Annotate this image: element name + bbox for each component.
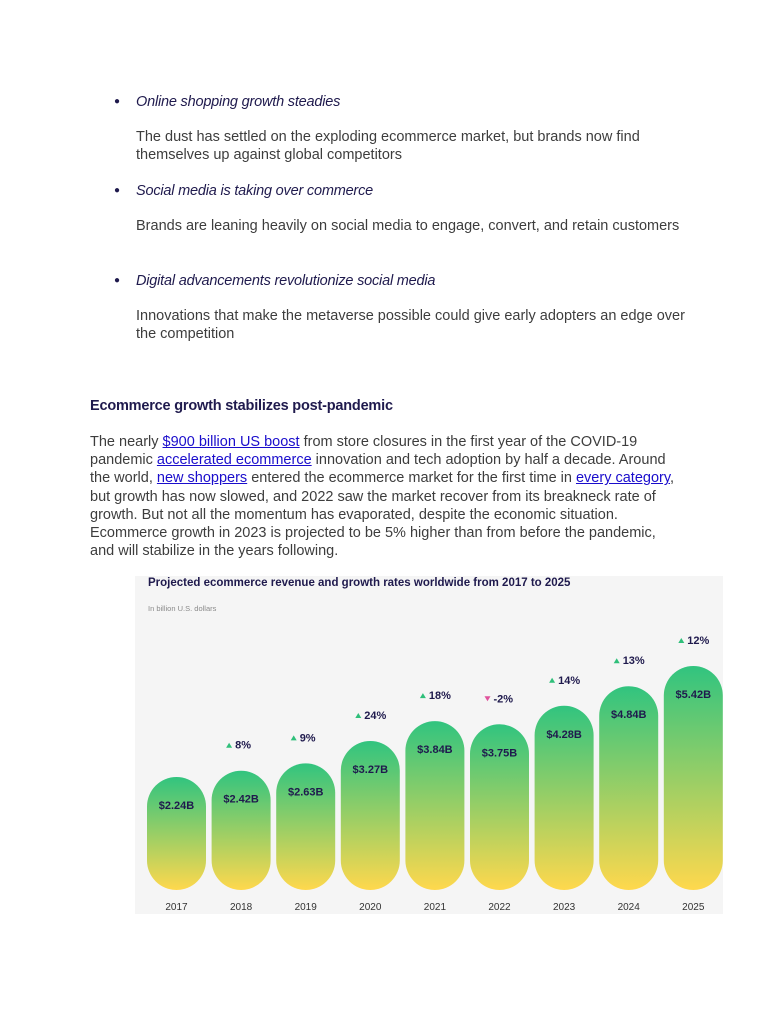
paragraph-text: innovation and tech adoption by half a decade. Around the world,	[90, 452, 666, 487]
bar-value-label: $2.42B	[223, 793, 259, 806]
growth-label: 18%	[428, 690, 451, 703]
paragraph-text: from store closures in the first year of the COVID-19 pandemic	[90, 434, 638, 469]
growth-up-arrow-icon	[549, 678, 555, 683]
bar-value-label: $2.24B	[158, 800, 195, 812]
trend-description: Innovations that make the metaverse possible could give early adopters an edge over the competition	[136, 308, 685, 342]
chart-plot	[135, 576, 723, 914]
bullet-icon: ●	[114, 275, 121, 286]
growth-up-arrow-icon	[291, 735, 297, 740]
growth-label: 8%	[235, 739, 252, 752]
growth-up-arrow-icon	[355, 713, 361, 718]
bar-value-label: $2.63B	[287, 786, 324, 799]
growth-up-arrow-icon	[614, 658, 620, 663]
trend-title: Social media is taking over commerce	[136, 183, 373, 199]
x-tick-label: 2020	[359, 902, 382, 913]
growth-up-arrow-icon	[226, 743, 232, 748]
bullet-icon: ●	[114, 185, 121, 196]
trend-list	[108, 92, 698, 343]
growth-label: 13%	[622, 655, 645, 668]
bar-value-label: $5.42B	[675, 689, 712, 701]
growth-up-arrow-icon	[678, 638, 684, 643]
link-new-shoppers[interactable]: new shoppers	[156, 470, 248, 487]
growth-label: 14%	[558, 674, 581, 687]
body-paragraph	[90, 433, 680, 560]
trend-item	[108, 271, 698, 343]
section-heading: Ecommerce growth stabilizes post-pandemic	[90, 398, 393, 414]
bar-value-label: $3.27B	[352, 764, 389, 777]
trend-title: Digital advancements revolutionize social media	[136, 273, 436, 289]
paragraph-text: The nearly	[90, 434, 163, 450]
x-tick-label: 2019	[294, 902, 317, 913]
x-tick-label: 2023	[552, 902, 576, 913]
x-tick-label: 2022	[488, 902, 511, 913]
growth-up-arrow-icon	[420, 693, 426, 698]
trend-item	[108, 181, 698, 271]
trend-description: Brands are leaning heavily on social media to engage, convert, and retain customers	[136, 218, 680, 234]
bar-value-label: $3.75B	[481, 747, 518, 760]
bar	[276, 763, 335, 890]
growth-label: 12%	[687, 635, 710, 647]
link-900-billion-boost[interactable]: $900 billion US boost	[162, 434, 300, 450]
bar	[147, 777, 206, 890]
paragraph-text: entered the ecommerce market for the first time in	[247, 470, 576, 487]
x-tick-label: 2018	[229, 902, 253, 913]
growth-down-arrow-icon	[485, 696, 491, 701]
chart-subtitle: In billion U.S. dollars	[148, 604, 217, 613]
revenue-chart	[135, 576, 723, 914]
x-tick-label: 2017	[165, 902, 188, 913]
paragraph-text: , but growth has now slowed, and 2022 saw the market recover from its breakneck rate of growth. But not all the momentum has evaporated, despite the economic situation. Ecommerce growth in 2023 is projected to be 5% higher than from before the pandemic, and will stabilize in the years following.	[90, 470, 675, 560]
bar-value-label: $3.84B	[417, 744, 453, 757]
bar-value-label: $4.28B	[546, 728, 582, 741]
x-tick-label: 2025	[682, 902, 705, 913]
growth-label: -2%	[493, 693, 514, 706]
growth-label: 9%	[299, 732, 316, 745]
link-every-category[interactable]: every category	[575, 470, 671, 487]
chart-title: Projected ecommerce revenue and growth rates worldwide from 2017 to 2025	[148, 577, 571, 589]
bar-value-label: $4.84B	[610, 709, 647, 722]
x-tick-label: 2024	[617, 902, 640, 913]
x-tick-label: 2021	[423, 902, 447, 913]
link-accelerated-ecommerce[interactable]: accelerated ecommerce	[156, 452, 312, 469]
bullet-icon: ●	[114, 96, 121, 107]
trend-description: The dust has settled on the exploding ecommerce market, but brands now find themselves up against global competitors	[136, 129, 640, 163]
growth-label: 24%	[364, 710, 387, 723]
trend-title: Online shopping growth steadies	[136, 94, 341, 110]
bar	[212, 771, 271, 890]
trend-item	[108, 92, 698, 181]
